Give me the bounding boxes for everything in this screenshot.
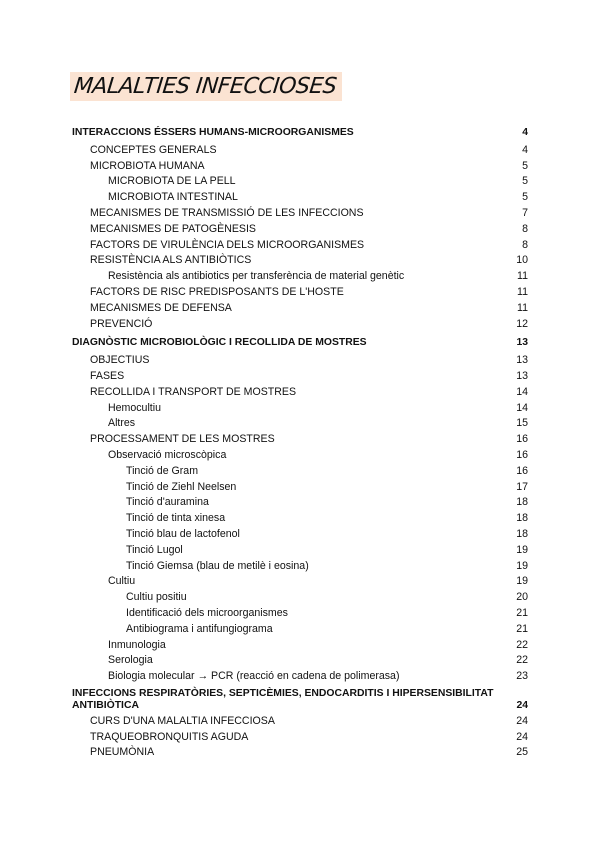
toc-entry[interactable]	[72, 285, 528, 301]
toc-entry-label: Identificació dels microorganismes	[126, 606, 288, 619]
toc-entry-label: Tinció blau de lactofenol	[126, 527, 240, 540]
toc-entry[interactable]	[72, 745, 528, 761]
toc-entry-label: MICROBIOTA DE LA PELL	[108, 175, 236, 188]
toc-entry[interactable]	[72, 432, 528, 448]
toc-entry[interactable]	[72, 253, 528, 269]
toc-entry[interactable]	[72, 464, 528, 480]
toc-entry-label: RESISTÈNCIA ALS ANTIBIÒTICS	[90, 254, 252, 267]
toc-entry-label: Tinció de tinta xinesa	[126, 512, 226, 525]
toc-entry-page-number: 14	[516, 385, 528, 398]
toc-entry-label: Observació microscòpica	[108, 448, 227, 461]
toc-entry[interactable]	[72, 174, 528, 190]
toc-entry-label: Hemocultiu	[108, 401, 161, 414]
toc-entry-label: MECANISMES DE DEFENSA	[90, 301, 232, 314]
toc-entry-page-number: 18	[516, 527, 528, 540]
toc-section-heading[interactable]	[72, 688, 528, 712]
toc-entry-page-number: 19	[516, 575, 528, 588]
toc-entry-label: MECANISMES DE TRANSMISSIÓ DE LES INFECCIONS	[90, 206, 364, 219]
toc-entry-page-number: 4	[522, 127, 528, 138]
toc-entry-label: PREVENCIÓ	[90, 317, 153, 330]
toc-entry[interactable]	[72, 222, 528, 238]
toc-entry[interactable]	[72, 206, 528, 222]
toc-entry-page-number: 18	[516, 512, 528, 525]
toc-entry-label: TRAQUEOBRONQUITIS AGUDA	[90, 730, 249, 743]
toc-entry-page-number: 10	[516, 254, 528, 267]
toc-entry-label: RECOLLIDA I TRANSPORT DE MOSTRES	[90, 385, 297, 398]
toc-entry-page-number: 24	[516, 714, 528, 727]
toc-entry[interactable]	[72, 590, 528, 606]
toc-entry-page-number: 13	[516, 369, 528, 382]
toc-entry-page-number: 13	[516, 354, 528, 367]
toc-entry-page-number: 20	[516, 591, 528, 604]
toc-entry[interactable]	[72, 143, 528, 159]
toc-entry-page-number: 11	[517, 285, 528, 298]
table-of-contents	[72, 122, 528, 761]
toc-entry-page-number: 22	[516, 654, 528, 667]
toc-entry-page-number: 18	[516, 496, 528, 509]
toc-entry[interactable]	[72, 543, 528, 559]
toc-section-heading[interactable]	[72, 335, 528, 351]
toc-entry-page-number: 16	[516, 433, 528, 446]
toc-entry[interactable]	[72, 480, 528, 496]
toc-entry-page-number: 8	[522, 238, 528, 251]
toc-entry-label: DIAGNÒSTIC MICROBIOLÒGIC I RECOLLIDA DE MOSTRES	[72, 337, 367, 349]
toc-entry-label: INTERACCIONS ÉSSERS HUMANS-MICROORGANISMES	[72, 127, 354, 138]
toc-entry-label: PROCESSAMENT DE LES MOSTRES	[90, 433, 275, 446]
toc-entry-label: Cultiu	[108, 575, 136, 588]
toc-entry[interactable]	[72, 301, 528, 317]
toc-section-heading[interactable]	[72, 125, 528, 141]
toc-entry[interactable]	[72, 385, 528, 401]
toc-entry-label: MICROBIOTA HUMANA	[90, 159, 205, 172]
toc-entry-page-number: 23	[516, 670, 528, 683]
toc-entry-page-number: 19	[516, 543, 528, 556]
toc-entry-page-number: 5	[522, 191, 528, 204]
toc-entry-page-number: 4	[522, 143, 528, 156]
toc-entry[interactable]	[72, 416, 528, 432]
toc-entry-page-number: 21	[516, 606, 528, 619]
toc-entry-label: Inmunologia	[108, 638, 166, 651]
toc-entry[interactable]	[72, 730, 528, 746]
toc-entry-label: Tinció de Ziehl Neelsen	[126, 480, 237, 493]
document-title: MALALTIES INFECCIOSES	[72, 74, 338, 99]
toc-entry[interactable]	[72, 574, 528, 590]
toc-entry-page-number: 21	[516, 622, 528, 635]
toc-entry[interactable]	[72, 317, 528, 333]
toc-entry[interactable]	[72, 559, 528, 575]
toc-entry-page-number: 16	[516, 448, 528, 461]
toc-entry-page-number: 8	[522, 222, 528, 235]
toc-entry-label: CONCEPTES GENERALS	[90, 143, 217, 156]
toc-entry-page-number: 19	[516, 559, 528, 572]
toc-entry-label: Resistència als antibiotics per transferència de material genètic	[108, 270, 405, 283]
toc-entry-label: FACTORS DE RISC PREDISPOSANTS DE L'HOSTE	[90, 285, 344, 298]
toc-entry-page-number: 24	[516, 699, 528, 711]
toc-entry-page-number: 5	[522, 175, 528, 188]
toc-entry-page-number: 17	[516, 480, 528, 493]
toc-entry-page-number: 12	[516, 317, 528, 330]
toc-entry[interactable]	[72, 238, 528, 254]
toc-entry-page-number: 22	[516, 638, 528, 651]
toc-entry-label: Tinció Lugol	[126, 543, 183, 556]
toc-entry[interactable]	[72, 622, 528, 638]
toc-entry-page-number: 16	[516, 464, 528, 477]
toc-entry-label: Tinció d'auramina	[126, 496, 209, 509]
toc-entry-label: MICROBIOTA INTESTINAL	[108, 191, 238, 204]
toc-entry-label: Cultiu positiu	[126, 591, 187, 604]
toc-entry-label: Antibiograma i antifungiograma	[126, 622, 273, 635]
toc-entry[interactable]	[72, 190, 528, 206]
toc-entry[interactable]	[72, 369, 528, 385]
toc-entry[interactable]	[72, 606, 528, 622]
toc-entry[interactable]	[72, 495, 528, 511]
toc-entry-page-number: 11	[517, 301, 528, 314]
toc-entry[interactable]	[72, 269, 528, 285]
toc-entry-page-number: 7	[522, 206, 528, 219]
toc-entry[interactable]	[72, 638, 528, 654]
toc-entry-label: FASES	[90, 369, 125, 382]
toc-entry-label: INFECCIONS RESPIRATÒRIES, SEPTICÈMIES, ENDOCARDITIS I HIPERSENSIBILITAT ANTIBIÒTICA	[72, 687, 494, 711]
toc-entry-label: MECANISMES DE PATOGÈNESIS	[90, 222, 257, 235]
document-title-highlight	[70, 72, 342, 101]
toc-entry[interactable]	[72, 159, 528, 175]
toc-entry-label: OBJECTIUS	[90, 354, 150, 367]
toc-entry[interactable]	[72, 353, 528, 369]
toc-entry-page-number: 15	[516, 417, 528, 430]
toc-entry[interactable]	[72, 527, 528, 543]
toc-entry-label: Altres	[108, 417, 136, 430]
toc-entry-label: CURS D'UNA MALALTIA INFECCIOSA	[90, 714, 275, 727]
toc-entry-label: Biologia molecular → PCR (reacció en cadena de polimerasa)	[108, 670, 400, 683]
toc-entry[interactable]	[72, 653, 528, 669]
toc-entry[interactable]	[72, 448, 528, 464]
toc-entry-page-number: 25	[516, 746, 528, 759]
toc-entry[interactable]	[72, 714, 528, 730]
toc-entry-label: Tinció Giemsa (blau de metilè i eosina)	[126, 559, 309, 572]
toc-entry-label: Serologia	[108, 654, 153, 667]
toc-entry-label: PNEUMÒNIA	[90, 746, 155, 759]
toc-entry-page-number: 13	[516, 337, 528, 349]
toc-entry-label: FACTORS DE VIRULÈNCIA DELS MICROORGANISMES	[90, 238, 365, 251]
toc-entry[interactable]	[72, 669, 528, 685]
toc-entry-label: Tinció de Gram	[126, 464, 199, 477]
toc-entry[interactable]	[72, 511, 528, 527]
toc-entry-page-number: 11	[517, 270, 528, 283]
toc-entry-page-number: 24	[516, 730, 528, 743]
toc-entry-page-number: 14	[516, 401, 528, 414]
toc-entry[interactable]	[72, 401, 528, 417]
toc-entry-page-number: 5	[522, 159, 528, 172]
